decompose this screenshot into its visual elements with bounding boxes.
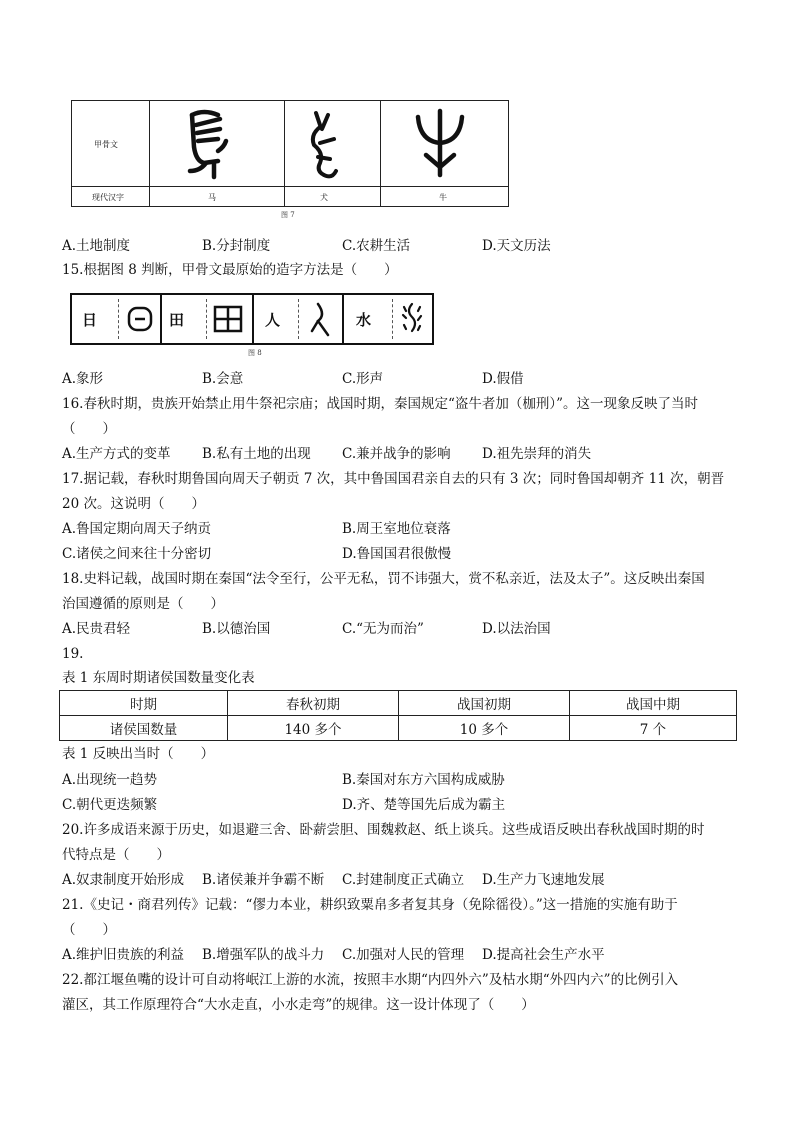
- q15-stem: 15.根据图 8 判断，甲骨文最原始的造字方法是（ ）: [62, 262, 398, 278]
- q16-option-b[interactable]: B.私有土地的出现: [202, 446, 311, 462]
- q20-stem-line2: 代特点是（ ）: [62, 847, 170, 863]
- q18-stem-line1: 18.史料记载，战国时期在秦国“法令至行，公平无私，罚不讳强大，赏不私亲近，法及太子”。这反映出秦国: [62, 571, 705, 587]
- q20-option-d[interactable]: D.生产力飞速地发展: [482, 872, 605, 888]
- modern-char-dog: 犬: [320, 193, 328, 202]
- fig8-char-field: 田: [169, 311, 185, 329]
- q20-option-b[interactable]: B.诸侯兼并争霸不断: [202, 872, 325, 888]
- modern-char-horse: 马: [208, 193, 216, 202]
- oracle-ox-glyph: [412, 107, 468, 181]
- oracle-horse-glyph: [184, 107, 232, 181]
- q18-option-b[interactable]: B.以德治国: [202, 621, 271, 637]
- q19-stem: 表 1 反映出当时（ ）: [62, 746, 215, 762]
- modern-char-ox: 牛: [439, 193, 447, 202]
- table-header-cell: 战国中期: [570, 691, 737, 716]
- q16-stem-line2: （ ）: [62, 421, 116, 437]
- q14-option-d[interactable]: D.天文历法: [482, 238, 551, 254]
- q18-stem-line2: 治国遵循的原则是（ ）: [62, 596, 224, 612]
- row-label-oracle: 甲骨文: [94, 140, 118, 149]
- q21-option-d[interactable]: D.提高社会生产水平: [482, 947, 605, 963]
- table-header-row: [60, 691, 737, 716]
- q21-option-c[interactable]: C.加强对人民的管理: [342, 947, 465, 963]
- figure-8-strip: [70, 293, 434, 345]
- q17-stem-line1: 17.据记载，春秋时期鲁国向周天子朝贡 7 次，其中鲁国国君亲自去的只有 3 次；同时鲁国却朝齐 11 次，朝晋: [62, 471, 725, 487]
- q14-option-c[interactable]: C.农耕生活: [342, 238, 411, 254]
- table-row: [60, 716, 737, 741]
- q22-stem-line2: 灌区，其工作原理符合“大水走直，小水走弯”的规律。这一设计体现了（ ）: [62, 997, 535, 1013]
- table-header-cell: 春秋初期: [228, 691, 399, 716]
- q19-number: 19.: [62, 646, 84, 662]
- q17-stem-line2: 20 次。这说明（ ）: [62, 496, 205, 512]
- q17-option-d[interactable]: D.鲁国国君很傲慢: [342, 546, 452, 562]
- fig8-char-sun: 日: [82, 311, 98, 329]
- fig8-char-person: 人: [265, 311, 281, 329]
- q17-option-b[interactable]: B.周王室地位衰落: [342, 521, 451, 537]
- water-pictograph-icon: [398, 301, 426, 339]
- table-1-title: 表 1 东周时期诸侯国数量变化表: [62, 670, 255, 686]
- figure-8-caption: 图 8: [248, 349, 262, 357]
- oracle-dog-glyph: [300, 109, 344, 181]
- q18-option-d[interactable]: D.以法治国: [482, 621, 551, 637]
- q15-option-c[interactable]: C.形声: [342, 371, 384, 387]
- sun-pictograph-icon: [126, 305, 154, 333]
- q14-option-a[interactable]: A.土地制度: [62, 238, 131, 254]
- q19-option-a[interactable]: A.出现统一趋势: [62, 772, 158, 788]
- q19-option-b[interactable]: B.秦国对东方六国构成威胁: [342, 772, 505, 788]
- q20-stem-line1: 20.许多成语来源于历史，如退避三舍、卧薪尝胆、围魏救赵、纸上谈兵。这些成语反映出春秋战国时期的时: [62, 822, 705, 838]
- q16-stem-line1: 16.春秋时期，贵族开始禁止用牛祭祀宗庙；战国时期，秦国规定“盗牛者加（枷刑）”。这一现象反映了当时: [62, 396, 699, 412]
- q16-option-a[interactable]: A.生产方式的变革: [62, 446, 171, 462]
- q21-option-a[interactable]: A.维护旧贵族的利益: [62, 947, 185, 963]
- q20-option-a[interactable]: A.奴隶制度开始形成: [62, 872, 185, 888]
- q17-option-a[interactable]: A.鲁国定期向周天子纳贡: [62, 521, 212, 537]
- q16-option-d[interactable]: D.祖先崇拜的消失: [482, 446, 592, 462]
- fig8-char-water: 水: [356, 311, 372, 329]
- q18-option-a[interactable]: A.民贵君轻: [62, 621, 131, 637]
- q20-option-c[interactable]: C.封建制度正式确立: [342, 872, 465, 888]
- q15-option-a[interactable]: A.象形: [62, 371, 104, 387]
- table-1: [59, 690, 737, 741]
- row-label-modern: 现代汉字: [92, 193, 124, 202]
- q15-option-b[interactable]: B.会意: [202, 371, 244, 387]
- q21-stem-line1: 21.《史记・商君列传》记载：“僇力本业，耕织致粟帛多者复其身（免除徭役）。”这一措施的实施有助于: [62, 897, 678, 913]
- q22-stem-line1: 22.都江堰鱼嘴的设计可自动将岷江上游的水流，按照丰水期“内四外六”及枯水期“外四内六”的比例引入: [62, 972, 679, 988]
- figure-7-table: [71, 100, 509, 207]
- q15-option-d[interactable]: D.假借: [482, 371, 524, 387]
- q16-option-c[interactable]: C.兼并战争的影响: [342, 446, 451, 462]
- q19-option-d[interactable]: D.齐、楚等国先后成为霸主: [342, 797, 506, 813]
- table-header-cell: 战国初期: [399, 691, 570, 716]
- q14-option-b[interactable]: B.分封制度: [202, 238, 271, 254]
- field-pictograph-icon: [212, 303, 244, 335]
- q21-stem-line2: （ ）: [62, 922, 116, 938]
- table-cell: 诸侯国数量: [60, 716, 228, 741]
- table-header-cell: 时期: [60, 691, 228, 716]
- table-cell: 10 多个: [399, 716, 570, 741]
- table-cell: 7 个: [570, 716, 737, 741]
- table-cell: 140 多个: [228, 716, 399, 741]
- q21-option-b[interactable]: B.增强军队的战斗力: [202, 947, 325, 963]
- q19-option-c[interactable]: C.朝代更迭频繁: [62, 797, 158, 813]
- figure-7-caption: 图 7: [281, 211, 295, 219]
- person-pictograph-icon: [306, 301, 334, 339]
- q17-option-c[interactable]: C.诸侯之间来往十分密切: [62, 546, 212, 562]
- q18-option-c[interactable]: C.“无为而治”: [342, 621, 424, 637]
